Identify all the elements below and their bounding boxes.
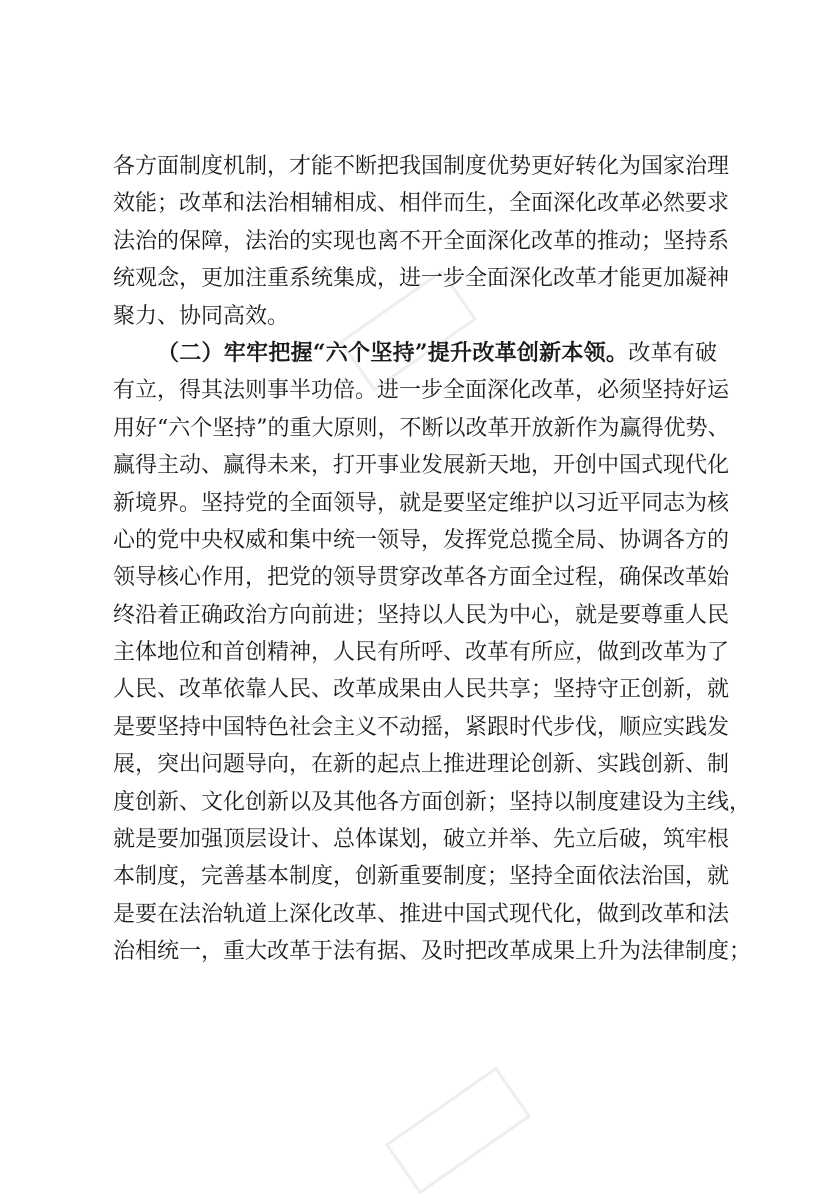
body-text [113, 148, 752, 971]
paragraph-line: 治相统一，重大改革于法有据、及时把改革成果上升为法律制度； [113, 939, 752, 965]
paragraph-line: 有立，得其法则事半功倍。进一步全面深化改革，必须坚持好运 [113, 378, 730, 404]
paragraph-line: 展，突出问题导向，在新的起点上推进理论创新、实践创新、制 [113, 752, 730, 778]
paragraph-line: 终沿着正确政治方向前进；坚持以人民为中心，就是要尊重人民 [113, 602, 730, 628]
paragraph-line: 是要坚持中国特色社会主义不动摇，紧跟时代步伐，顺应实践发 [113, 714, 730, 740]
paragraph-line: 赢得主动、赢得未来，打开事业发展新天地，开创中国式现代化 [113, 453, 730, 479]
paragraph-line: 领导核心作用，把党的领导贯穿改革各方面全过程，确保改革始 [113, 565, 730, 591]
paragraph-line: 度创新、文化创新以及其他各方面创新；坚持以制度建设为主线， [113, 789, 752, 815]
watermark [385, 1067, 531, 1195]
paragraph-line: 本制度，完善基本制度，创新重要制度；坚持全面依法治国，就 [113, 864, 730, 890]
paragraph-line: 聚力、协同高效。 [113, 303, 290, 329]
paragraph-line: 各方面制度机制，才能不断把我国制度优势更好转化为国家治理 [113, 154, 730, 179]
paragraph-line: 人民、改革依靠人民、改革成果由人民共享；坚持守正创新，就 [113, 677, 730, 703]
paragraph-line: 就是要加强顶层设计、总体谋划，破立并举、先立后破，筑牢根 [113, 827, 730, 853]
paragraph-line: 用好“六个坚持”的重大原则，不断以改革开放新作为赢得优势、 [113, 415, 730, 441]
paragraph-line: 心的党中央权威和集中统一领导，发挥党总揽全局、协调各方的 [113, 527, 730, 553]
section-first-line [113, 335, 717, 372]
paragraph-line: 新境界。坚持党的全面领导，就是要坚定维护以习近平同志为核 [113, 490, 730, 516]
paragraph-line: 主体地位和首创精神，人民有所呼、改革有所应，做到改革为了 [113, 640, 730, 666]
paragraph-line: 是要在法治轨道上深化改革、推进中国式现代化，做到改革和法 [113, 901, 730, 927]
section-heading: （二）牢牢把握“六个坚持”提升改革创新本领。 [157, 339, 629, 366]
section-first-line-text: 改革有破 [628, 340, 717, 366]
paragraph-line: 效能；改革和法治相辅相成、相伴而生，全面深化改革必然要求 [113, 191, 730, 217]
paragraph-line: 统观念，更加注重系统集成，进一步全面深化改革才能更加凝神 [113, 266, 730, 292]
paragraph-line: 法治的保障，法治的实现也离不开全面深化改革的推动；坚持系 [113, 228, 730, 254]
